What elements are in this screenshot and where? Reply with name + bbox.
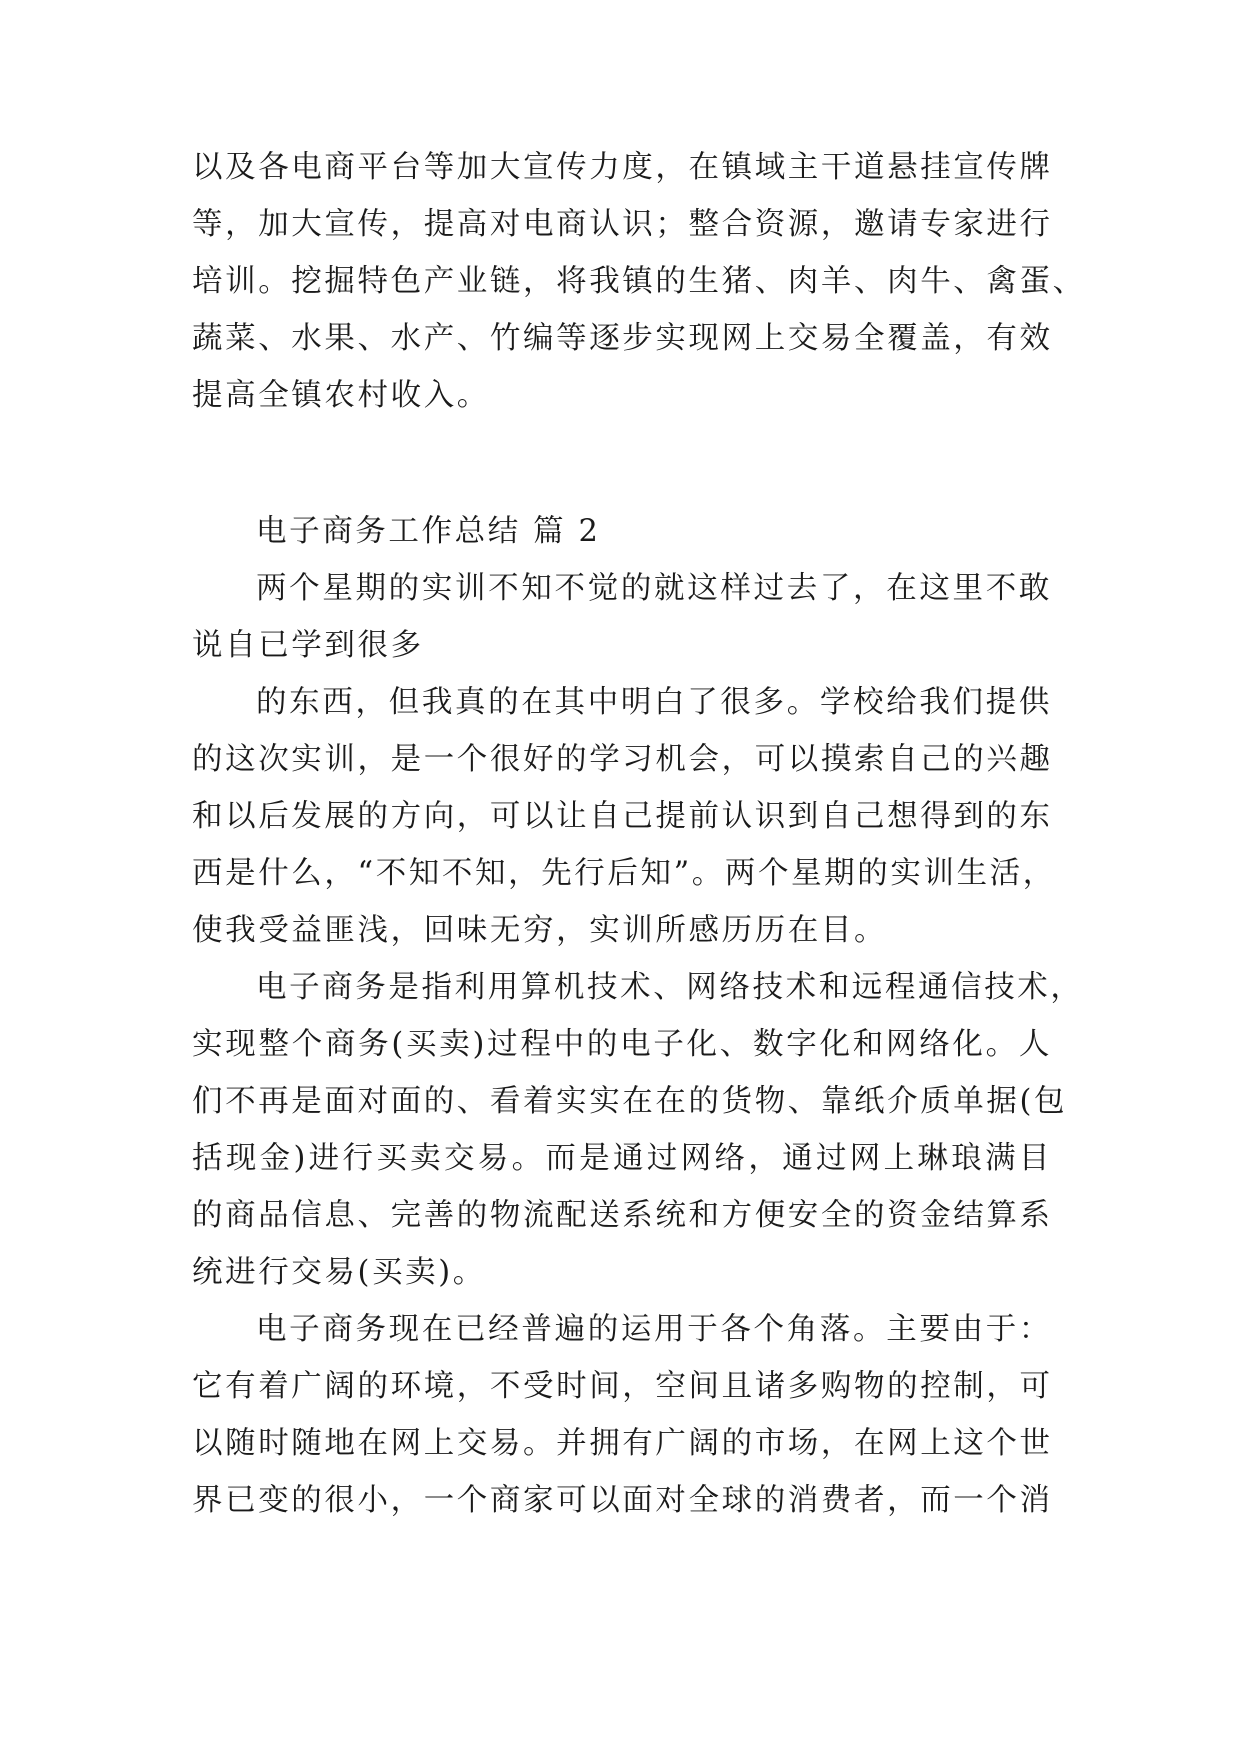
text-line: 实现整个商务(买卖)过程中的电子化、数字化和网络化。人 [192, 1027, 1052, 1062]
text-line: 电子商务现在已经普遍的运用于各个角落。主要由于： [256, 1312, 1052, 1347]
text-line: 统进行交易(买卖)。 [192, 1255, 486, 1290]
text-line: 使我受益匪浅，回味无穷，实训所感历历在目。 [192, 913, 888, 948]
text-line: 界已变的很小，一个商家可以面对全球的消费者，而一个消 [192, 1483, 1053, 1518]
section-heading: 电子商务工作总结 篇 2 [256, 514, 601, 549]
text-line: 提高全镇农村收入。 [192, 378, 490, 413]
text-line: 以随时随地在网上交易。并拥有广阔的市场，在网上这个世 [192, 1426, 1053, 1461]
text-line: 两个星期的实训不知不觉的就这样过去了，在这里不敢 [256, 571, 1052, 606]
text-line: 的商品信息、完善的物流配送系统和方便安全的资金结算系 [192, 1198, 1053, 1233]
text-line: 们不再是面对面的、看着实实在在的货物、靠纸介质单据(包 [192, 1084, 1068, 1119]
text-line: 和以后发展的方向，可以让自己提前认识到自己想得到的东 [192, 799, 1053, 834]
text-line: 培训。挖掘特色产业链，将我镇的生猪、肉羊、肉牛、禽蛋、 [192, 264, 1086, 299]
text-line: 的东西，但我真的在其中明白了很多。学校给我们提供 [256, 685, 1052, 720]
text-line: 蔬菜、水果、水产、竹编等逐步实现网上交易全覆盖，有效 [192, 321, 1053, 356]
text-line: 西是什么，“不知不知，先行后知”。两个星期的实训生活， [192, 856, 1056, 891]
text-line: 的这次实训，是一个很好的学习机会，可以摸索自己的兴趣 [192, 742, 1053, 777]
text-line: 以及各电商平台等加大宣传力度，在镇域主干道悬挂宣传牌 [192, 150, 1053, 185]
text-line: 说自已学到很多 [192, 628, 424, 663]
text-line: 它有着广阔的环境，不受时间，空间且诸多购物的控制，可 [192, 1369, 1053, 1404]
text-line: 等，加大宣传，提高对电商认识；整合资源，邀请专家进行 [192, 207, 1053, 242]
text-line: 电子商务是指利用算机技术、网络技术和远程通信技术， [256, 970, 1084, 1005]
text-line: 括现金)进行买卖交易。而是通过网络，通过网上琳琅满目 [192, 1141, 1052, 1176]
